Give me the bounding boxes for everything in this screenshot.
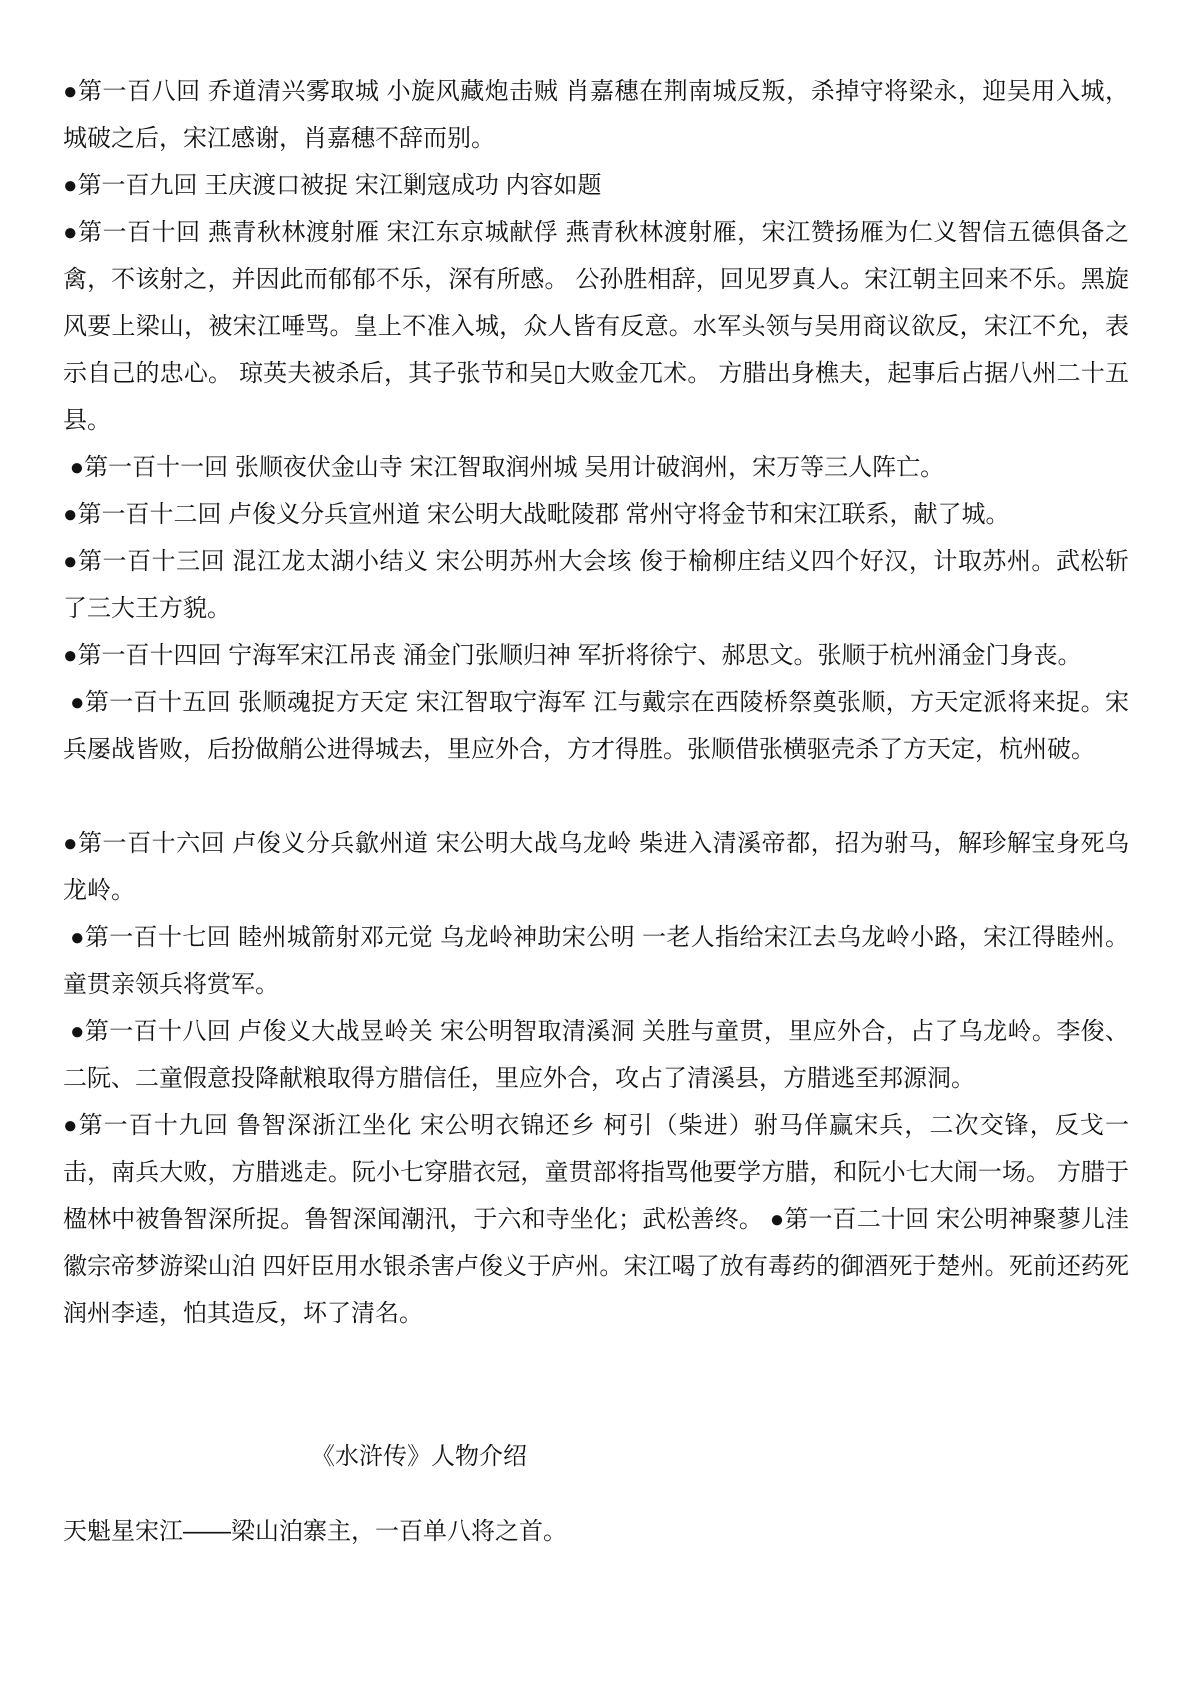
section-title: 《水浒传》人物介绍	[311, 1443, 527, 1470]
paragraph-chapter-119-120: ●第一百十九回 鲁智深浙江坐化 宋公明衣锦还乡 柯引（柴进）驸马佯赢宋兵，二次交锋，反戈一击，南兵大败，方腊逃走。阮小七穿腊衣冠，童贯部将指骂他要学方腊，和阮小七大闹一场。 方腊于楹林中被鲁智深所捉。鲁智深闻潮汛，于六和寺坐化；武松善终。 ●第一百二十回 宋公明神聚蓼儿洼 徽宗帝梦游梁山泊 四奸臣用水银杀害卢俊义于庐州。宋江喝了放有毒药的御酒死于楚州。死前还药死润州李逵，怕其造反，坏了清名。	[63, 1112, 1129, 1327]
character-intro-line: 天魁星宋江——梁山泊寨主，一百单八将之首。	[63, 1518, 567, 1545]
paragraph-chapter-112: ●第一百十二回 卢俊义分兵宣州道 宋公明大战毗陵郡 常州守将金节和宋江联系，献了城。	[63, 501, 1010, 528]
paragraph-chapter-116: ●第一百十六回 卢俊义分兵歙州道 宋公明大战乌龙岭 柴进入清溪帝都，招为驸马，解珍解宝身死乌龙岭。	[63, 830, 1129, 904]
paragraph-chapter-114: ●第一百十四回 宁海军宋江吊丧 涌金门张顺归神 军折将徐宁、郝思文。张顺于杭州涌金门身丧。	[63, 642, 1082, 669]
paragraph-chapter-118: ●第一百十八回 卢俊义大战昱岭关 宋公明智取清溪洞 关胜与童贯，里应外合，占了乌龙岭。李俊、二阮、二童假意投降献粮取得方腊信任，里应外合，攻占了清溪县，方腊逃至邦源洞。	[63, 1018, 1129, 1092]
paragraph-chapter-113: ●第一百十三回 混江龙太湖小结义 宋公明苏州大会垓 俊于榆柳庄结义四个好汉，计取苏州。武松斩了三大王方貌。	[63, 548, 1129, 622]
paragraph-chapter-111: ●第一百十一回 张顺夜伏金山寺 宋江智取润州城 吴用计破润州，宋万等三人阵亡。	[63, 454, 945, 481]
paragraph-chapter-115: ●第一百十五回 张顺魂捉方天定 宋江智取宁海军 江与戴宗在西陵桥祭奠张顺，方天定派将来捉。宋兵屡战皆败，后扮做艄公进得城去，里应外合，方才得胜。张顺借张横驱壳杀了方天定，杭州破。	[63, 689, 1129, 763]
paragraph-chapter-117: ●第一百十七回 睦州城箭射邓元觉 乌龙岭神助宋公明 一老人指给宋江去乌龙岭小路，宋江得睦州。童贯亲领兵将赏军。	[63, 924, 1129, 998]
paragraph-chapter-108: ●第一百八回 乔道清兴雾取城 小旋风藏炮击贼 肖嘉穗在荆南城反叛，杀掉守将梁永，迎吴用入城，城破之后，宋江感谢，肖嘉穗不辞而别。	[63, 78, 1129, 152]
paragraph-chapter-109: ●第一百九回 王庆渡口被捉 宋江剿寇成功 内容如题	[63, 172, 602, 199]
paragraph-chapter-110: ●第一百十回 燕青秋林渡射雁 宋江东京城献俘 燕青秋林渡射雁，宋江赞扬雁为仁义智信五德俱备之禽，不该射之，并因此而郁郁不乐，深有所感。 公孙胜相辞，回见罗真人。宋江朝主回来不乐。黑旋风要上梁山，被宋江唾骂。皇上不准入城，众人皆有反意。水军头领与吴用商议欲反，宋江不允，表示自己的忠心。 琼英夫被杀后，其子张节和吴▯大败金兀术。 方腊出身樵夫，起事后占据八州二十五县。	[63, 219, 1129, 434]
